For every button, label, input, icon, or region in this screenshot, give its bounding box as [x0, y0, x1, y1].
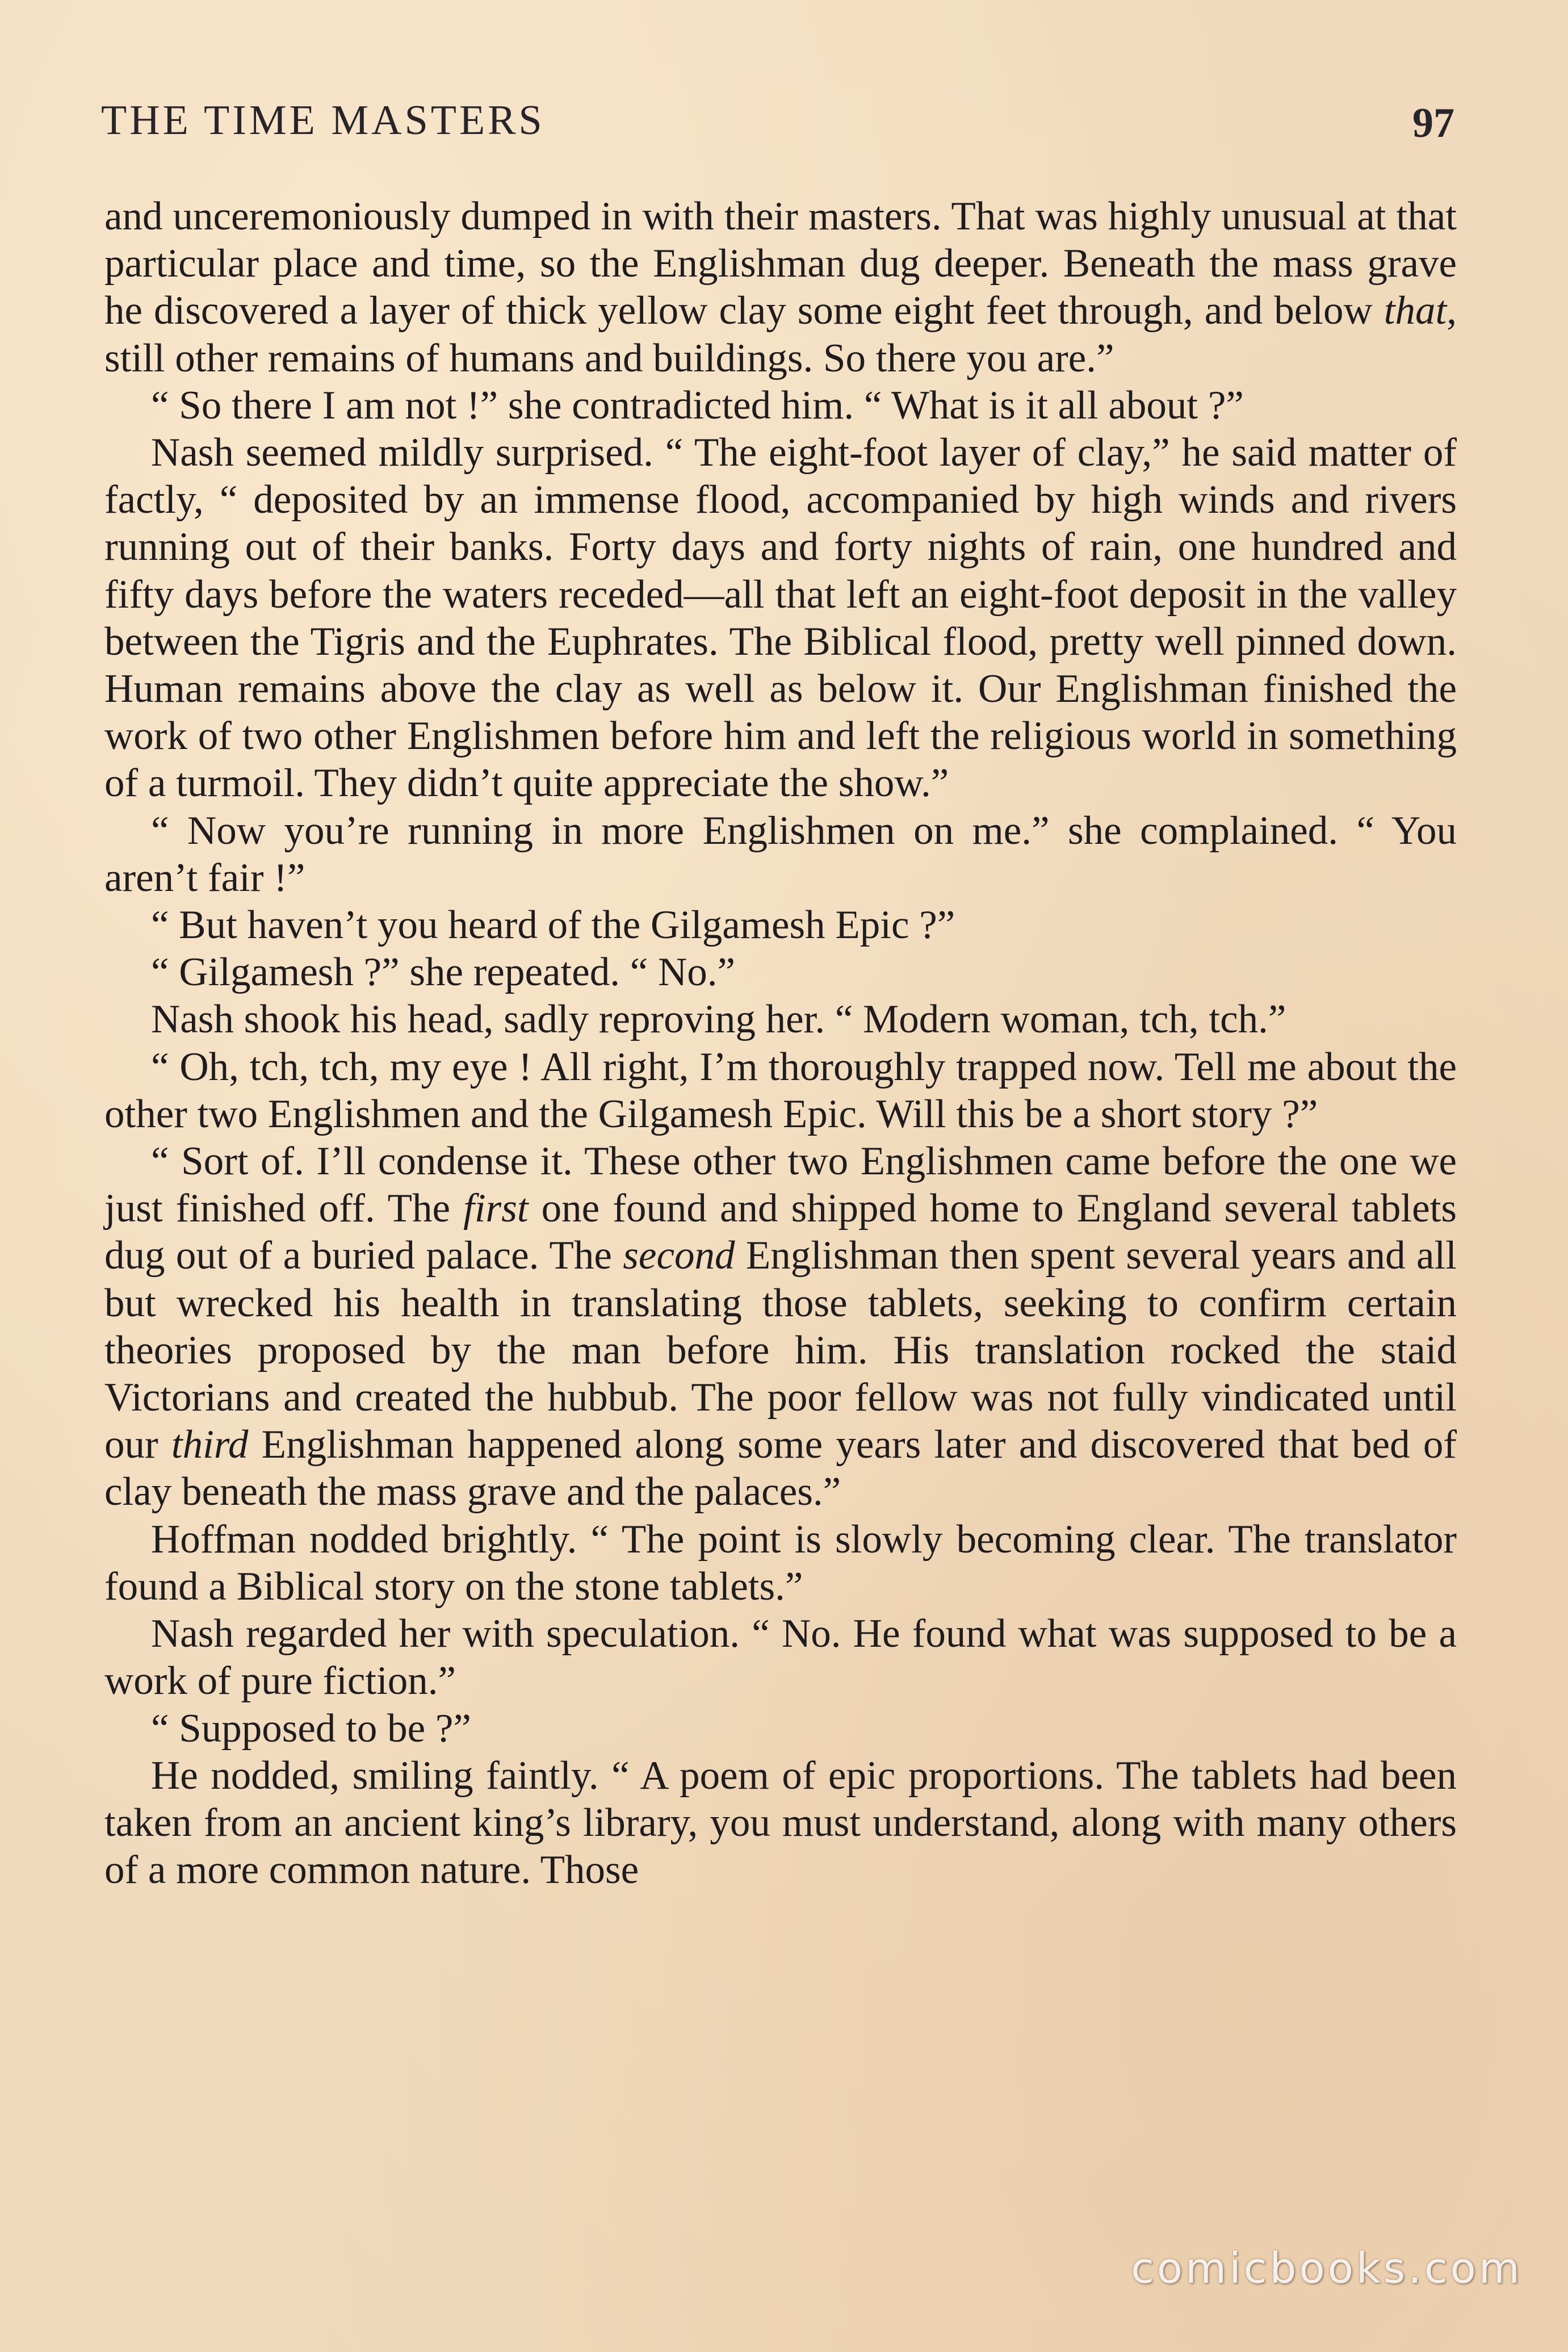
paragraph [104, 1610, 1457, 1705]
text-run: Nash seemed mildly surprised. “ The eight-foot layer of clay,” he said matter of factly, “ deposited by an immense flood, accompanied by high winds and rivers running out of their banks. Forty days and forty nights of rain, one hundred and fifty days before the waters receded—all that left an eight-foot deposit in the valley between the Tigris and the Euphrates. The Biblical flood, pretty well pinned down. Human remains above the clay as well as below it. Our Englishman finished the work of two other Englishmen before him and left the religious world in something of a turmoil. They didn’t quite appreciate the show.” [104, 430, 1457, 806]
paragraph [104, 1705, 1457, 1752]
paragraph [104, 193, 1457, 382]
text-run: “ But haven’t you heard of the Gilgamesh Epic ?” [151, 903, 955, 948]
paragraph [104, 949, 1457, 996]
text-run: “ Supposed to be ?” [151, 1706, 471, 1751]
paragraph [104, 1044, 1457, 1138]
paragraph [104, 902, 1457, 949]
paragraph [104, 1138, 1457, 1516]
text-run: Nash regarded her with speculation. “ No. He found what was supposed to be a work of pure fiction.” [104, 1612, 1457, 1704]
paragraph [104, 1516, 1457, 1610]
italic-text: second [623, 1233, 735, 1278]
paragraph [104, 429, 1457, 807]
italic-text: third [171, 1422, 249, 1467]
text-run: “ Sort of. I’ll condense it. These other two Englishmen came before the one we just finished off. The [104, 1139, 1457, 1231]
paragraph [104, 996, 1457, 1043]
text-run: one found and shipped home to England several tablets dug out of a buried palace. The [104, 1186, 1457, 1278]
text-run: Hoffman nodded brightly. “ The point is slowly becoming clear. The translator found a Biblical story on the stone tablets.” [104, 1517, 1457, 1609]
running-title: THE TIME MASTERS [101, 97, 545, 144]
watermark-logo: comicbooks.com [1131, 2244, 1523, 2293]
text-run: and unceremoniously dumped in with their masters. That was highly unusual at that particular place and time, so the Englishman dug deeper. Beneath the mass grave he discovered a layer of thick yellow clay some eight feet through, and below [104, 194, 1457, 333]
italic-text: that [1383, 288, 1447, 333]
text-run: He nodded, smiling faintly. “ A poem of epic proportions. The tablets had been taken from an ancient king’s library, you must understand, along with many others of a more common nature. Those [104, 1753, 1457, 1893]
text-run: Englishman happened along some years later and discovered that bed of clay beneath the mass grave and the palaces.” [104, 1422, 1457, 1514]
text-run: “ Oh, tch, tch, my eye ! All right, I’m thoroughly trapped now. Tell me about the other two Englishmen and the Gilgamesh Epic. Will this be a short story ?” [104, 1044, 1457, 1136]
text-run: Nash shook his head, sadly reproving her. “ Modern woman, tch, tch.” [151, 997, 1286, 1042]
paragraph [104, 807, 1457, 902]
paragraph [104, 1752, 1457, 1894]
paragraph [104, 382, 1457, 429]
text-run: “ Now you’re running in more Englishmen on me.” she complained. “ You aren’t fair !” [104, 808, 1457, 900]
page-number: 97 [1412, 100, 1454, 147]
body-text [104, 193, 1457, 1894]
italic-text: first [463, 1186, 529, 1231]
text-run: “ Gilgamesh ?” she repeated. “ No.” [151, 950, 736, 995]
text-run: Englishman then spent several years and all but wrecked his health in translating those tablets, seeking to confirm certain theories proposed by the man before him. His translation rocked the staid Victorians and created the hubbub. The poor fellow was not fully vindicated until our [104, 1233, 1457, 1467]
text-run: “ So there I am not !” she contradicted him. “ What is it all about ?” [151, 383, 1244, 428]
text-run: , still other remains of humans and buildings. So there you are.” [104, 288, 1457, 380]
